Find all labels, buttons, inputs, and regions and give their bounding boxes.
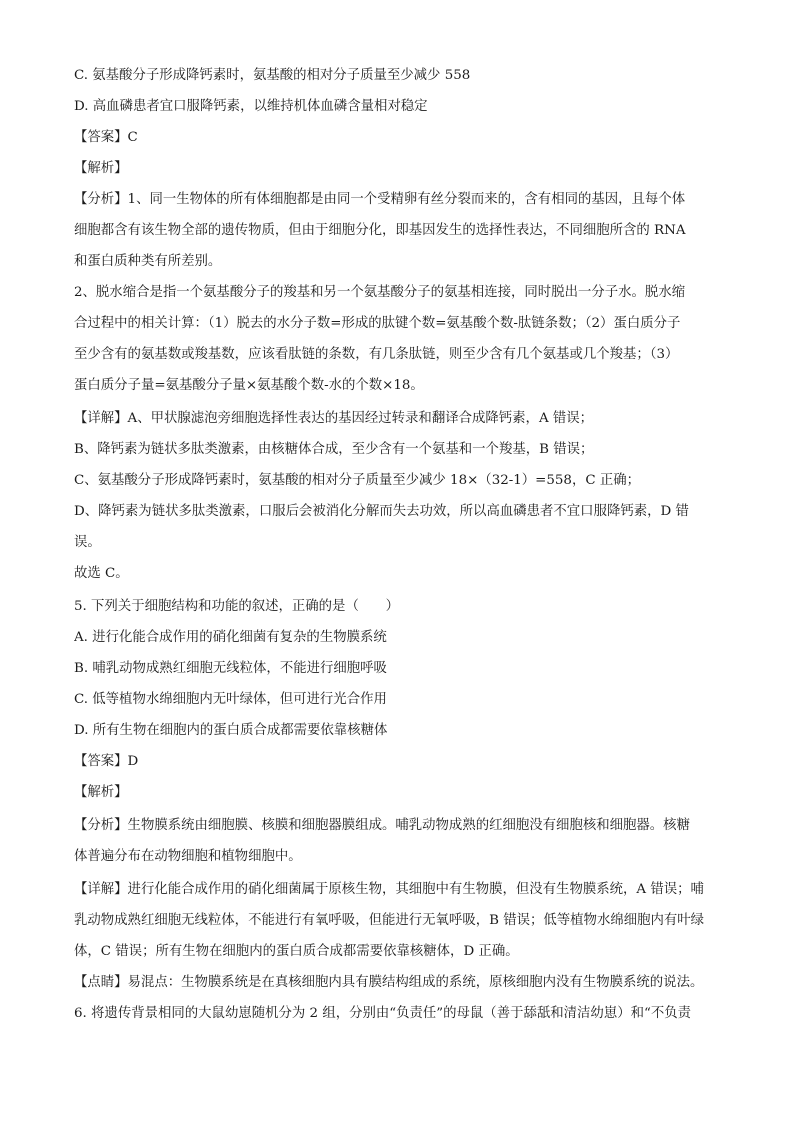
q4-detail-line: 误。 <box>74 535 101 550</box>
q5-option-a: A. 进行化能合成作用的硝化细菌有复杂的生物膜系统 <box>74 630 387 645</box>
q5-detail-line: 乳动物成熟红细胞无线粒体，不能进行有氧呼吸，但能进行无氧呼吸，B 错误；低等植物水绵细胞内有叶绿 <box>74 913 705 928</box>
q4-detail-line: B、降钙素为链状多肽类激素，由核糖体合成，至少含有一个氨基和一个羧基，B 错误； <box>74 442 594 457</box>
q4-analysis-line: 合过程中的相关计算：（1）脱去的水分子数=形成的肽键个数=氨基酸个数-肽链条数；（2）蛋白质分子 <box>74 316 681 331</box>
q5-option-c: C. 低等植物水绵细胞内无叶绿体，但可进行光合作用 <box>74 692 387 707</box>
q6-stem: 6. 将遗传背景相同的大鼠幼崽随机分为 2 组，分别由“负责任”的母鼠（善于舔舐和清洁幼崽）和“不负责 <box>74 1006 692 1021</box>
q4-answer: 【答案】C <box>74 130 138 145</box>
q4-detail-line: C、氨基酸分子形成降钙素时，氨基酸的相对分子质量至少减少 18×（32-1）=558，C 正确； <box>74 473 641 488</box>
q5-analysis-heading: 【解析】 <box>74 785 128 800</box>
q4-detail-line: 【详解】A、甲状腺滤泡旁细胞选择性表达的基因经过转录和翻译合成降钙素，A 错误； <box>74 411 594 426</box>
q5-detail-line: 【详解】进行化能合成作用的硝化细菌属于原核生物，其细胞中有生物膜，但没有生物膜系统，A 错误；哺 <box>74 882 704 897</box>
q5-detail-line: 体，C 错误；所有生物在细胞内的蛋白质合成都需要依靠核糖体，D 正确。 <box>74 944 519 959</box>
q4-analysis-line: 和蛋白质种类有所差别。 <box>74 254 222 269</box>
q5-analysis-line: 体普遍分布在动物细胞和植物细胞中。 <box>74 849 302 864</box>
q4-analysis-line: 2、脱水缩合是指一个氨基酸分子的羧基和另一个氨基酸分子的氨基相连接，同时脱出一分子水。脱水缩 <box>74 285 686 300</box>
q5-analysis-line: 【分析】生物膜系统由细胞膜、核膜和细胞器膜组成。哺乳动物成熟的红细胞没有细胞核和细胞器。核糖 <box>74 818 690 833</box>
q4-analysis-heading: 【解析】 <box>74 161 128 176</box>
q4-option-c: C. 氨基酸分子形成降钙素时，氨基酸的相对分子质量至少减少 558 <box>74 68 471 83</box>
q4-option-d: D. 高血磷患者宜口服降钙素，以维持机体血磷含量相对稳定 <box>74 99 428 114</box>
q5-answer: 【答案】D <box>74 754 139 769</box>
q5-option-b: B. 哺乳动物成熟红细胞无线粒体，不能进行细胞呼吸 <box>74 661 387 676</box>
q4-conclusion: 故选 C。 <box>74 566 129 581</box>
q4-analysis-line: 至少含有的氨基数或羧基数，应该看肽链的条数，有几条肽链，则至少含有几个氨基或几个羧基；（3） <box>74 347 679 362</box>
q5-tip: 【点睛】易混点：生物膜系统是在真核细胞内具有膜结构组成的系统，原核细胞内没有生物膜系统的说法。 <box>74 975 704 990</box>
q4-detail-line: D、降钙素为链状多肽类激素，口服后会被消化分解而失去功效，所以高血磷患者不宜口服降钙素，D 错 <box>74 504 689 519</box>
q5-stem: 5. 下列关于细胞结构和功能的叙述，正确的是（ ） <box>74 599 400 614</box>
q5-option-d: D. 所有生物在细胞内的蛋白质合成都需要依靠核糖体 <box>74 723 388 738</box>
q4-analysis-line: 【分析】1、同一生物体的所有体细胞都是由同一个受精卵有丝分裂而来的，含有相同的基因，且每个体 <box>74 192 686 207</box>
q4-analysis-line: 蛋白质分子量=氨基酸分子量×氨基酸个数-水的个数×18。 <box>74 378 424 393</box>
q4-analysis-line: 细胞都含有该生物全部的遗传物质，但由于细胞分化，即基因发生的选择性表达，不同细胞所含的 RNA <box>74 223 686 238</box>
